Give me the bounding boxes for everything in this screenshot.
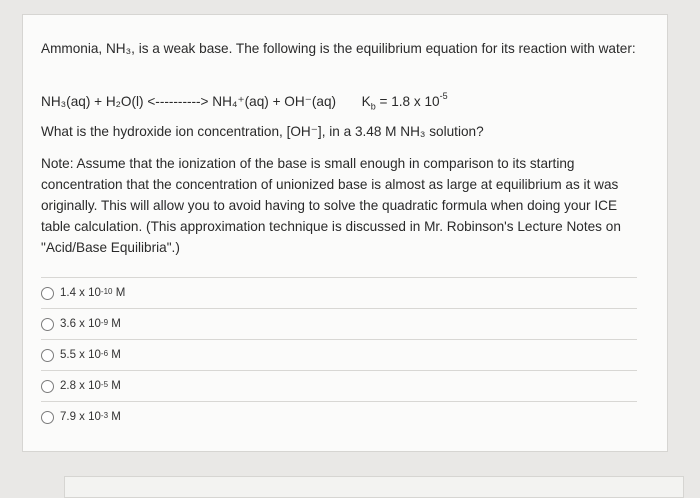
option-unit: M (115, 287, 126, 299)
kb-label: K (361, 94, 371, 109)
radio-button-icon[interactable] (41, 411, 54, 424)
equation-lhs: NH₃(aq) + H₂O(l) <----------> (41, 94, 209, 109)
option-mantissa: 5.5 x 10 (60, 349, 101, 361)
option-mantissa: 3.6 x 10 (60, 318, 101, 330)
answer-option[interactable]: 1.4 x 10 $^{-10}$ M (41, 278, 637, 309)
radio-button-icon[interactable] (41, 287, 54, 300)
option-unit: M (111, 318, 121, 330)
question-intro: Ammonia, NH₃, is a weak base. The following is the equilibrium equation for its reaction with water: (41, 41, 636, 56)
question-prompt: What is the hydroxide ion concentration, [OH⁻], in a 3.48 M NH₃ solution? (41, 124, 484, 139)
kb-exponent: -5 (439, 91, 448, 102)
kb-sub: b (370, 101, 376, 112)
answer-option[interactable]: 2.8 x 10 $^{-5}$ M (41, 371, 637, 402)
radio-button-icon[interactable] (41, 380, 54, 393)
radio-button-icon[interactable] (41, 318, 54, 331)
answer-option[interactable]: 3.6 x 10 $^{-9}$ M (41, 309, 637, 340)
answer-option[interactable]: 5.5 x 10 $^{-6}$ M (41, 340, 637, 371)
option-unit: M (111, 380, 121, 392)
question-card (22, 14, 668, 452)
equation-rhs: NH₄⁺(aq) + OH⁻(aq) (212, 94, 337, 109)
option-mantissa: 1.4 x 10 (60, 287, 101, 299)
answer-option[interactable]: 7.9 x 10 $^{-3}$ M (41, 402, 637, 432)
next-question-card-edge (64, 476, 684, 498)
kb-value: = 1.8 x 10 (379, 94, 440, 109)
option-unit: M (111, 349, 121, 361)
answer-options (41, 277, 637, 432)
option-unit: M (111, 411, 121, 423)
radio-button-icon[interactable] (41, 349, 54, 362)
equilibrium-equation (41, 91, 639, 112)
option-mantissa: 7.9 x 10 (60, 411, 101, 423)
option-mantissa: 2.8 x 10 (60, 380, 101, 392)
question-note: Note: Assume that the ionization of the base is small enough in comparison to its starting concentration that the concentration of unionized base is almost as large at equilibrium as it was originally. This will allow you to avoid having to solve the quadratic formula when doing your ICE table calculation. (This approximation technique is discussed in Mr. Robinson's Lecture Notes on "Acid/Base Equilibria".) (41, 156, 621, 255)
